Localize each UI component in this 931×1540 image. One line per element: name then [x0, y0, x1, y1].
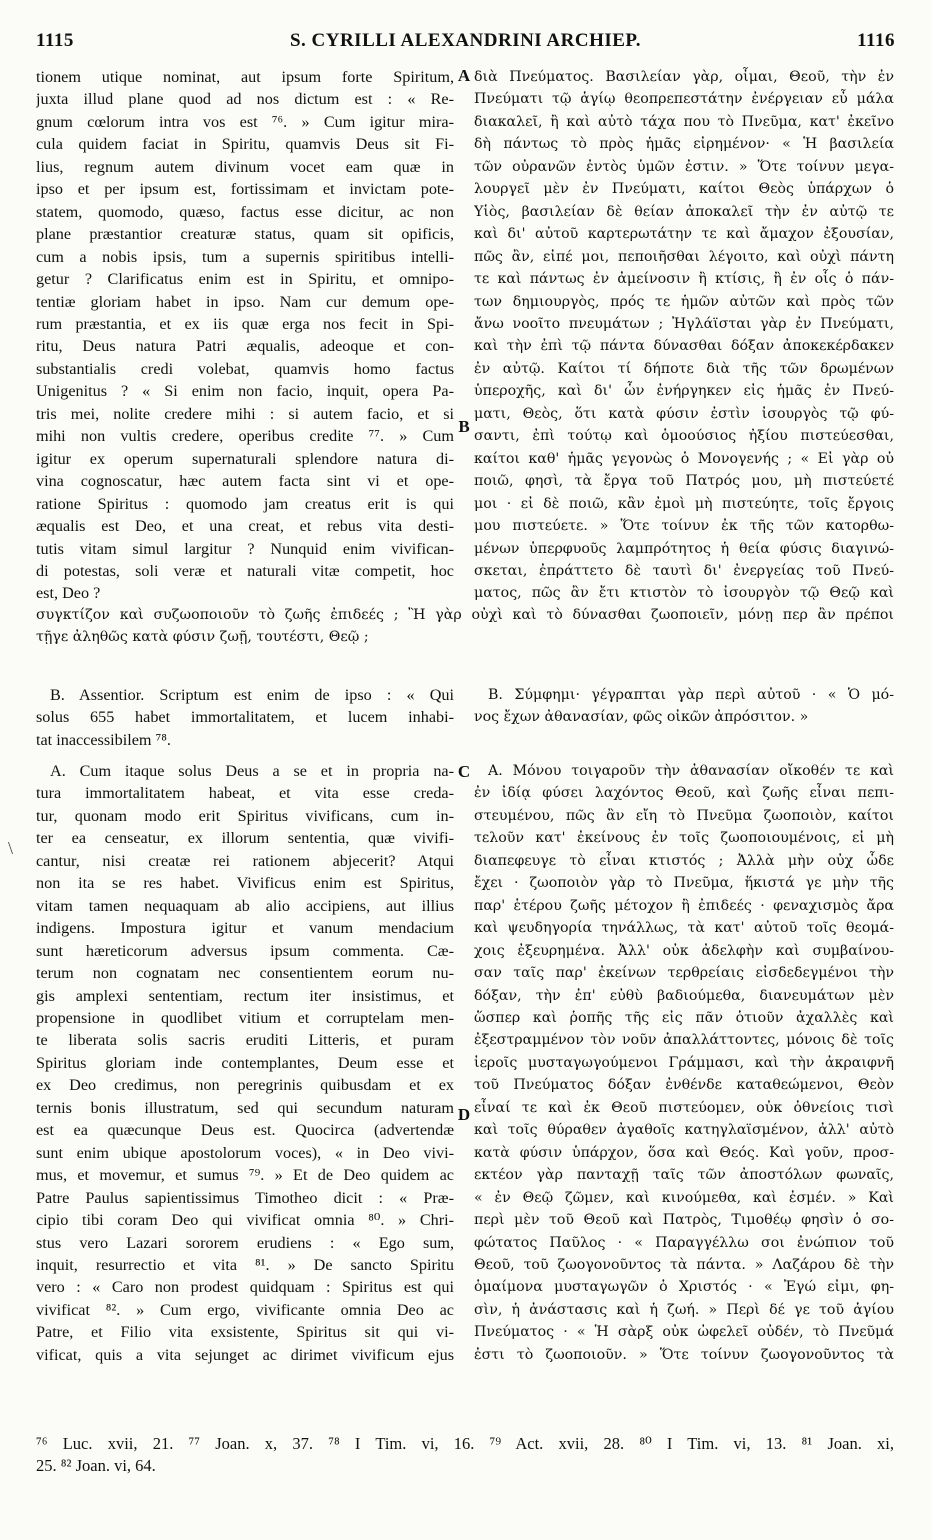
- text-line: ἐστι τὸ ζωοποιοῦν. » Ὅτε τοίνυν ζωογονοῦντος τὰ: [474, 1346, 894, 1363]
- text-line: B. Σύμφημι· γέγραπται γὰρ περὶ αὐτοῦ · « Ὁ μό-: [488, 687, 894, 703]
- text-line: ματι, Θεὸς, ὅτι κατὰ φύσιν ἐστὶν ἰσουργὸς τῷ φύ-: [474, 405, 894, 422]
- greek-paragraph-a: [474, 760, 894, 1366]
- text-line: A. Cum itaque solus Deus a se et in propria na-: [50, 762, 454, 780]
- text-line: Patre Paulus sapientissimus Timotheo dicit : « Præ-: [36, 1188, 454, 1207]
- latin-column-top: [36, 66, 454, 605]
- text-line: δὴ πάντως τὸ πρὸς ἡμᾶς εἰρημένον· « Ἡ βασιλεία: [474, 136, 894, 153]
- running-title: S. CYRILLI ALEXANDRINI ARCHIEP.: [289, 30, 642, 51]
- latin-paragraph-b: [36, 684, 454, 751]
- text-line: τοῦ Πνεύματος δόξαν ἐνθένδε καταθεώμενοι, Θεὸν: [474, 1077, 894, 1094]
- text-line: propensione in quodlibet vitium et corruptelam men-: [36, 1008, 454, 1027]
- section-marker-d: D: [457, 1105, 471, 1124]
- text-line: ternis bonis illustratum, sed qui secundum naturam: [36, 1098, 454, 1117]
- text-line: ἐξεστραμμένον τὸν νοῦν ἀπαλλάττοντες, μόνοις δὲ τοῖς: [474, 1032, 894, 1049]
- text-line: λουργεῖ μὲν ἐν Πνεύματι, καίτοι Θεὸς ὑπάρχων ὁ: [474, 181, 894, 198]
- text-line: tris mei, nolite credere mihi : si autem facio, et si: [36, 404, 454, 423]
- text-line: συγκτίζον καὶ συζωοποιοῦν τὸ ζωῆς ἐπιδεές ; Ἢ γὰρ οὐχὶ καὶ τὸ δύνασθαι ζωοποιεῖν, μόνῃ περ ἂν πρέποι: [36, 607, 894, 623]
- text-line: διακαλεῖ, ἢ καὶ αὐτὸ τάχα που τὸ Πνεῦμα, κατ' ἐκεῖνο: [474, 113, 894, 130]
- text-line: rum præstantia, et ex iis quæ erga nos fecit in Spi-: [36, 314, 454, 333]
- text-line: σὶν, ἡ ἀνάστασις καὶ ἡ ζωή. » Περὶ δέ γε τοῦ ἁγίου: [474, 1301, 894, 1318]
- text-line: vivificat ⁸². » Cum ergo, vivificante omnia Deo ac: [36, 1300, 454, 1319]
- text-line: ipso et per ipsum est, fortissimam et invictam pote-: [36, 180, 454, 199]
- text-line: μένων ὑπερφυοῦς λαμπρότητος ἡ θεία φύσις διαγινώ-: [474, 540, 894, 557]
- text-line: non ita se res habet. Vivificus enim est Spiritus,: [36, 874, 454, 893]
- text-line: ex Deo credimus, non peregrinis quibusdam et ex: [36, 1076, 454, 1095]
- text-line: παρ' ἑτέρου ζωῆς μέτοχον ἢ ἐπιδεές · φεναχισμὸς ἄρα: [474, 897, 894, 914]
- text-line: σαντι, ἐπὶ τούτῳ καὶ ὁμοούσιος ἠξίου πιστεύεσθαι,: [474, 428, 894, 445]
- footnote-line: ⁷⁶ Luc. xvii, 21. ⁷⁷ Joan. x, 37. ⁷⁸ I Tim. vi, 16. ⁷⁹ Act. xvii, 28. ⁸⁰ I Tim. vi, 13. ⁸¹ Joan. xi,: [36, 1434, 894, 1453]
- latin-paragraph-a: [36, 760, 454, 1366]
- text-line: ματος, πῶς ἂν ἔτι κτιστὸν τὸ ἰσουργὸν τῷ Θεῷ καὶ: [474, 585, 894, 602]
- text-line: ὑπεροχῆς, καὶ δι' ὧν ἐνήργηκεν εἰς ἡμᾶς ἐν Πνεύ-: [474, 383, 894, 400]
- text-line: tat inaccessibilem ⁷⁸.: [36, 730, 171, 749]
- page-number-left: 1115: [36, 30, 74, 51]
- text-line: διὰ Πνεύματος. Βασιλείαν γὰρ, οἶμαι, Θεοῦ, τὴν ἐν: [474, 69, 894, 85]
- text-line: μου πιστεύετε. » Ὅτε τοίνυν ἐκ τῆς τῶν κατορθω-: [474, 518, 894, 535]
- greek-column-top: [474, 66, 894, 605]
- text-line: περὶ μὲν τοῦ Θεοῦ καὶ Πατρὸς, Τιμοθέῳ φησὶν ὁ σο-: [474, 1212, 894, 1229]
- text-line: mihi non vultis credere, operibus credite ⁷⁷. » Cum: [36, 427, 454, 446]
- text-line: ποιῶ, φησὶ, τὰ ἔργα τοῦ Πατρός μου, μὴ πιστεύετέ: [474, 473, 894, 490]
- text-line: lius, regnum autem divinum vocet eam quæ in: [36, 157, 454, 176]
- text-line: te liberata solis sacris eruditi Litteris, et puram: [36, 1031, 454, 1050]
- page-number-right: 1116: [857, 30, 895, 51]
- text-line: καὶ δι' αὐτοῦ καρτερωτάτην τε καὶ ἄμαχον ἐξουσίαν,: [474, 226, 894, 243]
- text-line: tentiæ gloriam habet in ipso. Nam cur demum ope-: [36, 292, 454, 311]
- text-line: « ἐν Θεῷ ζῶμεν, καὶ κινούμεθα, καὶ ἐσμέν. » Καὶ: [474, 1189, 894, 1206]
- text-line: ὁμαίμονα μυσταγωγῶν ὁ Χριστός · « Ἐγώ εἰμι, φη-: [474, 1279, 894, 1296]
- footnotes: [36, 1433, 894, 1477]
- text-line: vitam tamen nequaquam ab alio accipiens, aut illius: [36, 896, 454, 915]
- section-marker-c: C: [457, 762, 471, 781]
- text-line: Πνεύματι τῷ ἁγίῳ θεοπρεπεστάτην ἐνέργειαν εὖ μάλα: [474, 91, 894, 108]
- text-line: tutis vitam simul largitur ? Nunquid enim vivifican-: [36, 539, 454, 558]
- text-line: gnum cœlorum intra vos est ⁷⁶. » Cum igitur mira-: [36, 112, 454, 131]
- text-line: καὶ τὴν ἐπὶ τῷ πάντα δύνασθαι δόξαν ἀποκεκέρδακεν: [474, 338, 894, 355]
- text-line: τελοῦν κατ' ἐκείνους ἐν τοῖς ζωοποιουμένοις, εἰ μὴ: [474, 830, 894, 847]
- text-line: Unigenitus ? « Si enim non facio, inquit, opera Pa-: [36, 382, 454, 401]
- text-line: νος ἔχων ἀθανασίαν, φῶς οἰκῶν ἀπρόσιτον. »: [474, 709, 809, 726]
- text-line: καὶ τοῖς θύραθεν ἀγαθοῖς κατηγλαϊσμένον, ἀλλ' αὐτὸ: [474, 1122, 894, 1139]
- text-line: ritu, Deus natura Patri æqualis, adeoque et con-: [36, 337, 454, 356]
- text-line: καὶ ψευδηγορία τηνάλλως, τὰ κατ' αὐτοῦ τοῖς θεομά-: [474, 920, 894, 937]
- text-line: κατὰ φύσιν ὑπάρχον, ὅσα καὶ Θεός. Καὶ γοῦν, προσ-: [474, 1144, 894, 1161]
- greek-spanning-text: [36, 604, 894, 649]
- section-marker-a: A: [457, 66, 471, 85]
- text-line: σαν ταῖς παρ' ἐκείνων τερθρείαις εἰσδεδεγμένοι τὴν: [474, 965, 894, 982]
- text-line: ratione Spiritus : quomodo jam creatus erit is qui: [36, 494, 454, 513]
- text-line: juxta illud plane quod ad nos dictum est : « Re-: [36, 90, 454, 109]
- text-line: gis amplexi sententiam, rectum iter insistimus, et: [36, 986, 454, 1005]
- text-line: Θεοῦ, τοῦ ζωογονοῦντος τὰ πάντα. » Λαζάρου δὲ τὴν: [474, 1256, 894, 1273]
- text-line: solus 655 habet immortalitatem, et lucem inhabi-: [36, 708, 454, 727]
- text-line: διαπεφευγε τὸ εἶναι κτιστός ; Ἀλλὰ μὴν οὐχ ὧδε: [474, 852, 894, 869]
- text-line: cula quidem faciat in Spiritu, quamvis Deus sit Fi-: [36, 135, 454, 154]
- text-line: getur ? Clarificatus enim est in Spiritu, et omnipo-: [36, 270, 454, 289]
- text-line: ἐν ἰδίᾳ φύσει λαχόντος Θεοῦ, καὶ ζωῆς εἶναι πεπι-: [474, 785, 894, 802]
- text-line: A. Μόνου τοιγαροῦν τὴν ἀθανασίαν οἴκοθέν τε καὶ: [488, 763, 894, 779]
- text-line: tionem utique nominat, aut ipsum forte Spiritum,: [36, 68, 454, 86]
- text-line: di potestas, soli veræ et naturali vitæ competit, hoc: [36, 561, 454, 580]
- text-line: cipio tibi coram Deo qui vivificat omnia ⁸⁰. » Chri-: [36, 1211, 454, 1230]
- text-line: tur, quonam modo erit Spiritus vivificans, cum in-: [36, 806, 454, 825]
- text-line: tura immortalitatem habeat, et vita esse creda-: [36, 784, 454, 803]
- text-line: sunt enim ubique apostolorum voces), « in Deo vivi-: [36, 1143, 454, 1162]
- text-line: εἶναί τε καὶ ἐκ Θεοῦ πιστεύομεν, οὐκ ὀθνείοις τισὶ: [474, 1099, 894, 1116]
- text-line: καίτοι καθ' ἡμᾶς γεγονὼς ὁ Μονογενής ; « Εἰ γὰρ οὐ: [474, 450, 894, 467]
- text-line: statem, quomodo, quæso, factus esse dicitur, ac non: [36, 202, 454, 221]
- text-line: est ea quæcunque Deus est. Quocirca (advertendæ: [36, 1121, 454, 1140]
- text-line: φώτατος Παῦλος · « Παραγγέλλω σοι ἐνώπιον τοῦ: [474, 1234, 894, 1251]
- text-line: ἱεροῖς μυσταγωγούμενοι Γράμμασι, καὶ τὴν ἀκραιφνῆ: [474, 1054, 894, 1071]
- text-line: vina cognoscatur, hæc autem facta sint vi et ope-: [36, 472, 454, 491]
- text-line: Πνεύματος · « Ἡ σὰρξ οὐκ ὠφελεῖ οὐδέν, τὸ Πνεῦμά: [474, 1324, 894, 1341]
- text-line: τῇγε ἀληθῶς κατὰ φύσιν ζωῇ, τουτέστι, Θεῷ ;: [36, 629, 369, 646]
- greek-paragraph-b: [474, 684, 894, 729]
- text-line: σκεται, ἐπράττετο δὲ ταυτὶ δι' ἐνεργείας τοῦ Πνεύ-: [474, 562, 894, 579]
- section-marker-b: B: [458, 417, 470, 436]
- page-header: [36, 30, 895, 60]
- text-line: cantur, nisi creatæ rei rationem abjecerit? Atqui: [36, 851, 454, 870]
- text-line: inquit, resurrectio et vita ⁸¹. » De sancto Spiritu: [36, 1255, 454, 1274]
- text-line: est, Deo ?: [36, 584, 101, 603]
- text-line: terum non cognatam nec consentientem eorum nu-: [36, 964, 454, 983]
- text-line: vero : « Caro non prodest quidquam : Spiritus est qui: [36, 1278, 454, 1297]
- margin-mark: \: [8, 838, 14, 858]
- text-line: μοι · εἰ δὲ ποιῶ, κἂν ἐμοὶ μὴ πιστεύητε, τοῖς ἔργοις: [474, 495, 894, 512]
- text-line: B. Assentior. Scriptum est enim de ipso : « Qui: [50, 686, 454, 704]
- text-line: vificat, quis a vita sejunget ac dirimet vivificum ejus: [36, 1345, 454, 1364]
- text-line: Patre, et Filio vita exsistente, Spiritus sit qui vi-: [36, 1323, 454, 1342]
- text-line: τε καὶ πάντως ἐν ἀμείνοσιν ἢ κτίσις, ἢ ἐν οἷς ὁ πάν-: [474, 271, 894, 288]
- text-line: εκτέον γὰρ πανταχῇ ταῖς τῶν ἀποστόλων φωναῖς,: [474, 1167, 894, 1184]
- text-line: των δημιουργὸς, πρός τε ἡμῶν αὐτῶν καὶ πρὸς τῶν: [474, 293, 894, 310]
- footnote-line: 25. ⁸² Joan. vi, 64.: [36, 1456, 156, 1475]
- text-line: æqualis est Deo, et una creat, et rebus vita desti-: [36, 517, 454, 536]
- text-line: χοις ἐξευρημένα. Ἀλλ' οὐκ ἀδελφὴν καὶ συμβαίνου-: [474, 942, 894, 959]
- text-line: ter ea censeatur, ex illorum sententia, quæ vivifi-: [36, 829, 454, 848]
- text-line: ἐν αὐτῷ. Καίτοι τί δήποτε διὰ τῆς τῶν δρωμένων: [474, 360, 894, 377]
- text-line: mus, et movemur, et sumus ⁷⁹. » Et de Deo quidem ac: [36, 1166, 454, 1185]
- text-line: plane præstantior creaturæ status, quam sit opificis,: [36, 225, 454, 244]
- text-line: cum a nobis ipsis, tum a supernis spiritibus intelli-: [36, 247, 454, 266]
- text-line: igitur ex operum supernaturali splendore natura di-: [36, 449, 454, 468]
- text-line: ἔχει · ζωοποιὸν γὰρ τὸ Πνεῦμα, ἥκιστά γε μὴν τῆς: [474, 875, 894, 892]
- text-line: stus vero Lazari sororem erudiens : « Ego sum,: [36, 1233, 454, 1252]
- text-line: indigens. Impostura igitur et vanum mendacium: [36, 919, 454, 938]
- text-line: Spiritus gloriam inde contemplantes, Deum esse et: [36, 1053, 454, 1072]
- text-line: ὥσπερ καὶ ῥοπῆς τῆς εἰς πᾶν ὁτιοῦν ἀχαλλὲς καὶ: [474, 1009, 894, 1026]
- text-line: πῶς ἂν, εἰπέ μοι, πεποιῆσθαι λέγοιτο, καὶ οὐχὶ πάντη: [474, 248, 894, 265]
- text-line: sunt hæreticorum adversus ipsum commenta. Cæ-: [36, 941, 454, 960]
- text-line: substantialis credi volebat, quamvis homo factus: [36, 359, 454, 378]
- text-line: δόξαν, τὴν ἐπ' εὐθὺ βαδιούμεθα, διανευμάτων μὲν: [474, 987, 894, 1004]
- text-line: ἄνω νοοῖτο πνευμάτων ; Ἠγλάϊσται γὰρ ἐν Πνεύματι,: [474, 315, 894, 332]
- text-line: στευμένου, πῶς ἂν εἴη τὸ Πνεῦμα ζωοποιὸν, καίτοι: [474, 807, 894, 824]
- text-line: τῶν οὐρανῶν ἐντὸς ὑμῶν ἐστιν. » Ὅτε τοίνυν μεγα-: [474, 158, 894, 175]
- text-line: Υἱὸς, βασιλείαν δὲ θείαν ἀποκαλεῖ τὴν ἐν αὐτῷ τε: [474, 203, 894, 220]
